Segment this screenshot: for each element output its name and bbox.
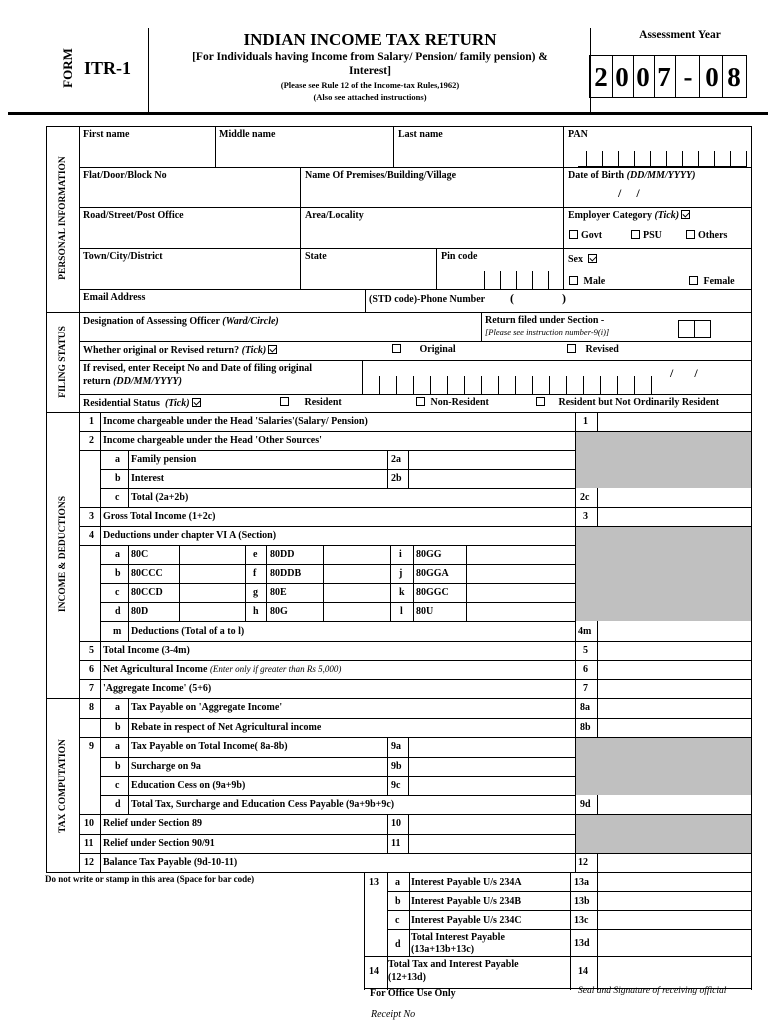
row-code: 2c — [580, 492, 590, 503]
revised-receipt-label-2: return (DD/MM/YYYY) — [83, 376, 182, 387]
row-number: 10 — [84, 818, 94, 829]
section-80u-label: 80U — [416, 606, 434, 617]
balance-tax-label: Balance Tax Payable (9d-10-11) — [103, 857, 238, 868]
row-letter: a — [115, 549, 120, 560]
area-label: Area/Locality — [305, 210, 364, 221]
row-code: 13b — [574, 896, 590, 907]
section-80u-field[interactable] — [467, 603, 574, 620]
total-2a-2b-label: Total (2a+2b) — [131, 492, 189, 503]
row-letter: b — [115, 568, 121, 579]
road-field[interactable] — [80, 223, 299, 247]
row-code: 13a — [574, 877, 589, 888]
aggregate-income-field[interactable] — [598, 680, 750, 697]
balance-tax-field[interactable] — [598, 854, 750, 871]
relief-90-91-field[interactable] — [409, 835, 574, 852]
salary-income-label: Income chargeable under the Head 'Salaries'(Salary/ Pension) — [103, 416, 368, 427]
row-code: 13d — [574, 938, 590, 949]
family-pension-field[interactable] — [409, 451, 574, 468]
row-number: 5 — [89, 645, 94, 656]
section-80gg-label: 80GG — [416, 549, 442, 560]
employer-others-option[interactable]: Others — [686, 230, 727, 241]
agri-rebate-label: Rebate in respect of Net Agricultural income — [131, 722, 322, 733]
section-80dd-field[interactable] — [324, 546, 389, 563]
phone-label: (STD code)-Phone Number — [369, 294, 486, 305]
section-80ggc-field[interactable] — [467, 584, 574, 601]
row-number: 2 — [89, 435, 94, 446]
checkbox-icon[interactable] — [569, 230, 578, 239]
checkbox-icon[interactable] — [567, 344, 576, 353]
surcharge-label: Surcharge on 9a — [131, 761, 201, 772]
row-letter: f — [253, 568, 257, 579]
row-code: 9d — [580, 799, 591, 810]
row-letter: b — [115, 722, 121, 733]
row-letter: e — [253, 549, 258, 560]
year-digit: 0 — [636, 62, 650, 92]
total-interest-field[interactable] — [598, 930, 750, 955]
total-income-label: Total Income (3-4m) — [103, 645, 190, 656]
row-letter: a — [395, 877, 400, 888]
row-letter: c — [115, 492, 120, 503]
road-label: Road/Street/Post Office — [83, 210, 184, 221]
non-resident-option[interactable]: Non-Resident — [416, 397, 489, 408]
last-name-label: Last name — [398, 129, 443, 140]
form-subtitle-1: [For Individuals having Income from Salary/ Pension/ family pension) & — [192, 51, 548, 63]
row-number: 6 — [89, 664, 94, 675]
gross-total-income-field[interactable] — [598, 508, 750, 525]
email-label: Email Address — [83, 292, 146, 303]
flat-field[interactable] — [80, 183, 299, 206]
row-code: 7 — [583, 683, 588, 694]
net-agri-income-field[interactable] — [598, 661, 750, 678]
row-letter: a — [115, 741, 120, 752]
flat-label: Flat/Door/Block No — [83, 170, 167, 181]
section-80e-field[interactable] — [324, 584, 389, 601]
row-number: 12 — [84, 857, 94, 868]
tax-on-aggregate-label: Tax Payable on 'Aggregate Income' — [131, 702, 283, 713]
sex-male-option[interactable]: Male — [569, 276, 605, 287]
rule-note: (Please see Rule 12 of the Income-tax Rules,1962) — [280, 80, 460, 90]
pan-field[interactable] — [578, 150, 748, 166]
total-deductions-label: Deductions (Total of a to l) — [131, 626, 245, 637]
row-code: 5 — [583, 645, 588, 656]
form-title: INDIAN INCOME TAX RETURN — [243, 30, 497, 49]
form-header — [0, 0, 768, 118]
checkbox-icon[interactable] — [392, 344, 401, 353]
row-letter: i — [399, 549, 402, 560]
relief-89-field[interactable] — [409, 815, 574, 833]
interest-234c-label: Interest Payable U/s 234C — [411, 915, 522, 926]
form-code: ITR-1 — [84, 58, 132, 78]
checkbox-icon[interactable] — [686, 230, 695, 239]
row-letter: c — [115, 587, 120, 598]
premises-label: Name Of Premises/Building/Village — [305, 170, 457, 181]
section-80c-label: 80C — [131, 549, 149, 560]
state-field[interactable] — [301, 264, 435, 288]
section-80ccc-label: 80CCC — [131, 568, 163, 579]
year-digit: 7 — [657, 62, 671, 92]
middle-name-label: Middle name — [219, 129, 276, 140]
sex-female-option[interactable]: Female — [689, 276, 735, 287]
interest-field[interactable] — [409, 470, 574, 487]
net-agri-income-label: Net Agricultural Income (Enter only if greater than Rs 5,000) — [103, 664, 342, 675]
return-filed-label: Return filed under Section - — [485, 315, 605, 326]
salary-income-field[interactable] — [598, 413, 750, 431]
section-80ggc-label: 80GGC — [416, 587, 449, 598]
pin-code-label: Pin code — [441, 251, 478, 262]
section-80d-field[interactable] — [180, 603, 244, 620]
row-letter: b — [115, 761, 121, 772]
row-letter: l — [400, 606, 403, 617]
row-code: 9a — [391, 741, 401, 752]
tax-on-aggregate-field[interactable] — [598, 699, 750, 717]
total-tax-interest-label-1: Total Tax and Interest Payable — [388, 959, 519, 970]
row-number: 13 — [369, 877, 379, 888]
aggregate-income-label: 'Aggregate Income' (5+6) — [103, 683, 212, 694]
total-tax-payable-label: Total Tax, Surcharge and Education Cess Payable (9a+9b+9c) — [131, 799, 395, 810]
year-digit: 8 — [727, 62, 741, 92]
interest-234b-field[interactable] — [598, 892, 750, 909]
phone-field[interactable]: ( ) — [510, 291, 566, 305]
relief-89-label: Relief under Section 89 — [103, 818, 202, 829]
total-2c-field[interactable] — [598, 489, 750, 506]
section-80gga-field[interactable] — [467, 565, 574, 582]
premises-field[interactable] — [301, 183, 562, 206]
row-code: 3 — [583, 511, 588, 522]
section-80g-label: 80G — [270, 606, 288, 617]
return-section-field[interactable] — [679, 321, 710, 337]
interest-234b-label: Interest Payable U/s 234B — [411, 896, 522, 907]
revised-receipt-label-1: If revised, enter Receipt No and Date of filing original — [83, 363, 313, 374]
row-code: 4m — [578, 626, 592, 637]
row-code: 9b — [391, 761, 402, 772]
row-letter: c — [395, 915, 400, 926]
checkbox-icon[interactable] — [416, 397, 425, 406]
section-income-deductions: INCOME & DEDUCTIONS — [58, 495, 68, 613]
row-letter: a — [115, 702, 120, 713]
residential-status-label: Residential Status (Tick) — [83, 398, 201, 409]
checkbox-icon[interactable] — [280, 397, 289, 406]
section-80ddb-field[interactable] — [324, 565, 389, 582]
original-revised-question: Whether original or Revised return? (Tick) — [83, 345, 277, 356]
first-name-label: First name — [83, 129, 130, 140]
town-field[interactable] — [80, 264, 299, 288]
interest-234a-field[interactable] — [598, 873, 750, 890]
row-letter: d — [395, 939, 401, 950]
year-digit: 0 — [615, 62, 629, 92]
checkbox-icon[interactable] — [569, 276, 578, 285]
dob-field[interactable]: / / — [618, 186, 640, 200]
row-number: 3 — [89, 511, 94, 522]
row-letter: b — [395, 896, 401, 907]
year-digit: 2 — [594, 62, 608, 92]
row-letter: a — [115, 454, 120, 465]
section-80c-field[interactable] — [180, 546, 244, 563]
dob-label: Date of Birth (DD/MM/YYYY) — [568, 170, 696, 181]
row-letter: b — [115, 473, 121, 484]
rnor-option[interactable]: Resident but Not Ordinarily Resident — [536, 397, 719, 408]
instructions-note: (Also see attached instructions) — [313, 92, 427, 102]
employer-psu-option[interactable]: PSU — [631, 230, 662, 241]
section-filing-status: FILING STATUS — [58, 326, 68, 398]
section-80ccc-field[interactable] — [180, 565, 244, 582]
email-field[interactable] — [190, 290, 364, 311]
row-letter: k — [399, 587, 405, 598]
row-code: 10 — [391, 818, 401, 829]
education-cess-field[interactable] — [409, 777, 574, 794]
other-sources-label: Income chargeable under the Head 'Other Sources' — [103, 435, 322, 446]
surcharge-field[interactable] — [409, 758, 574, 775]
assessment-year-label: Assessment Year — [639, 29, 721, 41]
row-code: 8b — [580, 722, 591, 733]
resident-option[interactable]: Resident — [280, 397, 342, 408]
barcode-note: Do not write or stamp in this area (Space for bar code) — [45, 874, 255, 884]
total-tax-interest-label-2: (12+13d) — [388, 972, 426, 983]
section-80gga-label: 80GGA — [416, 568, 449, 579]
original-option[interactable]: Original — [392, 344, 456, 355]
family-pension-label: Family pension — [131, 454, 197, 465]
total-tax-payable-field[interactable] — [598, 796, 750, 813]
year-digit: 0 — [705, 62, 719, 92]
row-letter: h — [253, 606, 259, 617]
office-use-label: For Office Use Only — [370, 988, 456, 999]
relief-90-91-label: Relief under Section 90/91 — [103, 838, 215, 849]
interest-234c-field[interactable] — [598, 911, 750, 928]
row-code: 13c — [574, 915, 589, 926]
section-80gg-field[interactable] — [467, 546, 574, 563]
row-code: 2b — [391, 473, 402, 484]
checkbox-icon[interactable] — [536, 397, 545, 406]
row-code: 11 — [391, 838, 401, 849]
row-code: 8a — [580, 702, 590, 713]
row-code: 12 — [578, 857, 588, 868]
area-field[interactable] — [301, 223, 562, 247]
revised-option[interactable]: Revised — [567, 344, 619, 355]
agri-rebate-field[interactable] — [598, 719, 750, 736]
row-number: 4 — [89, 530, 94, 541]
section-personal-information: PERSONAL INFORMATION — [58, 156, 68, 280]
last-name-field[interactable] — [394, 142, 562, 166]
section-80g-field[interactable] — [324, 603, 389, 620]
total-deductions-field[interactable] — [598, 622, 750, 640]
row-number: 14 — [369, 966, 379, 977]
row-letter: d — [115, 799, 121, 810]
employer-category-label: Employer Category (Tick) — [568, 210, 690, 221]
section-80ccd-label: 80CCD — [131, 587, 163, 598]
section-80d-label: 80D — [131, 606, 149, 617]
section-80ccd-field[interactable] — [180, 584, 244, 601]
row-number: 11 — [84, 838, 94, 849]
row-code: 6 — [583, 664, 588, 675]
total-interest-label-1: Total Interest Payable — [411, 932, 505, 943]
row-letter: j — [399, 568, 403, 579]
row-letter: g — [253, 587, 258, 598]
interest-label: Interest — [131, 473, 165, 484]
row-number: 9 — [89, 741, 94, 752]
total-interest-label-2: (13a+13b+13c) — [411, 944, 475, 955]
form-vertical-label: FORM — [60, 48, 75, 88]
deductions-chapter-label: Deductions under chapter VI A (Section) — [103, 530, 277, 541]
form-subtitle-2: Interest] — [349, 65, 391, 77]
original-filing-date-field[interactable]: / / — [670, 366, 698, 380]
return-filed-note: [Please see instruction number-9(i)] — [485, 327, 610, 337]
seal-signature-label: Seal and Signature of receiving official — [578, 986, 727, 996]
receipt-no-label: Receipt No — [371, 1009, 416, 1020]
row-number: 8 — [89, 702, 94, 713]
sex-label: Sex — [568, 254, 597, 265]
section-tax-computation: TAX COMPUTATION — [58, 739, 68, 833]
section-80e-label: 80E — [270, 587, 287, 598]
row-letter: m — [113, 626, 122, 637]
row-number: 1 — [89, 416, 94, 427]
employer-govt-option[interactable]: Govt — [569, 230, 602, 241]
total-tax-interest-field[interactable] — [598, 957, 750, 987]
section-80ddb-label: 80DDB — [270, 568, 302, 579]
row-letter: d — [115, 606, 121, 617]
row-code: 1 — [583, 416, 588, 427]
middle-name-field[interactable] — [216, 142, 392, 166]
town-label: Town/City/District — [83, 251, 163, 262]
first-name-field[interactable] — [80, 142, 214, 166]
state-label: State — [305, 251, 327, 262]
row-code: 14 — [578, 966, 588, 977]
receipt-number-field[interactable] — [363, 376, 658, 394]
row-code: 2a — [391, 454, 401, 465]
pin-code-field[interactable] — [468, 270, 562, 288]
interest-234a-label: Interest Payable U/s 234A — [411, 877, 522, 888]
tax-on-total-income-field[interactable] — [409, 738, 574, 756]
year-digit: - — [683, 62, 693, 92]
total-income-field[interactable] — [598, 642, 750, 659]
assessing-officer-label: Designation of Assessing Officer (Ward/Circle) — [83, 316, 279, 327]
row-letter: c — [115, 780, 120, 791]
checkbox-icon[interactable] — [689, 276, 698, 285]
section-80dd-label: 80DD — [270, 549, 295, 560]
checkbox-icon[interactable] — [631, 230, 640, 239]
tax-on-total-income-label: Tax Payable on Total Income( 8a-8b) — [131, 741, 288, 752]
pan-label: PAN — [568, 129, 588, 140]
row-code: 9c — [391, 780, 401, 791]
education-cess-label: Education Cess on (9a+9b) — [131, 780, 246, 791]
gross-total-income-label: Gross Total Income (1+2c) — [103, 511, 216, 522]
row-number: 7 — [89, 683, 94, 694]
